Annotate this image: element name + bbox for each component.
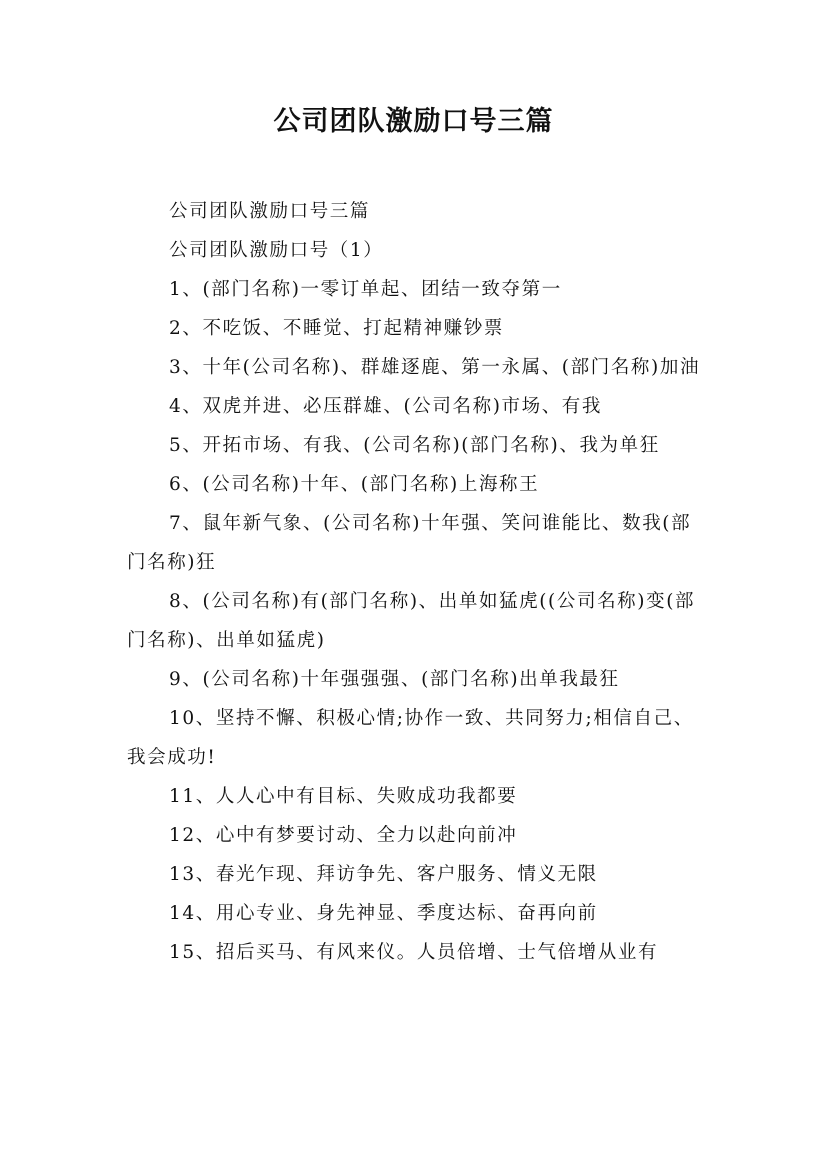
paragraph: 4、双虎并进、必压群雄、(公司名称)市场、有我	[169, 396, 603, 417]
paragraph: 公司团队激励口号（1）	[169, 240, 384, 261]
paragraph: 2、不吃饭、不睡觉、打起精神赚钞票	[169, 318, 504, 339]
paragraph: 5、开拓市场、有我、(公司名称)(部门名称)、我为单狂	[169, 435, 660, 456]
paragraph: 1、(部门名称)一零订单起、团结一致夺第一	[169, 279, 562, 300]
paragraph: 12、心中有梦要讨动、全力以赴向前冲	[169, 825, 518, 846]
paragraph: 11、人人心中有目标、失败成功我都要	[169, 786, 518, 807]
paragraph: 13、春光乍现、拜访争先、客户服务、情义无限	[169, 864, 598, 885]
paragraph: 14、用心专业、身先神显、季度达标、奋再向前	[169, 903, 598, 924]
paragraph: 6、(公司名称)十年、(部门名称)上海称王	[169, 474, 540, 495]
paragraph: 15、招后买马、有风来仪。人员倍增、士气倍增从业有	[169, 942, 659, 963]
paragraph: 8、(公司名称)有(部门名称)、出单如猛虎((公司名称)变(部门名称)、出单如猛虎)	[127, 591, 696, 651]
document-body	[127, 192, 705, 972]
paragraph: 9、(公司名称)十年强强强、(部门名称)出单我最狂	[169, 669, 620, 690]
paragraph: 3、十年(公司名称)、群雄逐鹿、第一永属、(部门名称)加油	[169, 357, 701, 378]
document-title: 公司团队激励口号三篇	[273, 106, 554, 137]
paragraph: 公司团队激励口号三篇	[169, 201, 371, 222]
paragraph: 10、坚持不懈、积极心情;协作一致、共同努力;相信自己、我会成功!	[127, 708, 694, 768]
paragraph: 7、鼠年新气象、(公司名称)十年强、笑问谁能比、数我(部门名称)狂	[127, 513, 692, 573]
